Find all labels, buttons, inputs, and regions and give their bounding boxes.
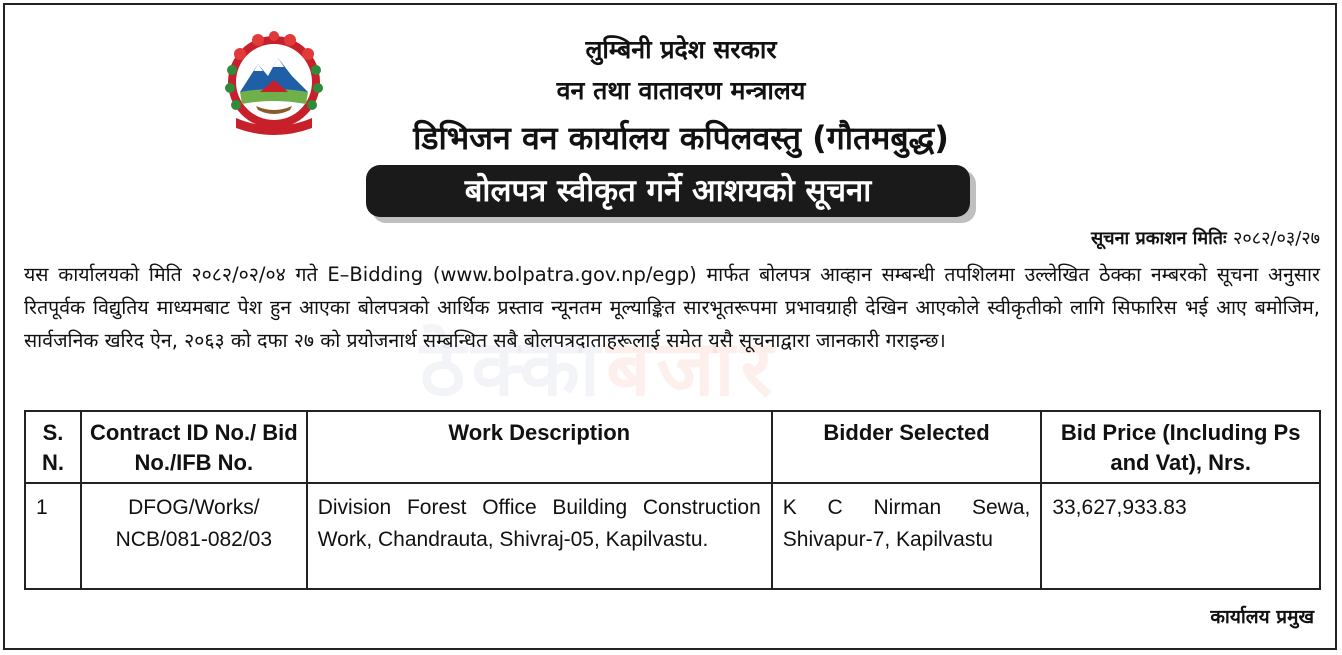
watermark: ठेक्काबजार (420, 324, 779, 414)
header-sn: S. N. (25, 411, 81, 483)
cell-bid-price: 33,627,933.83 (1041, 483, 1320, 589)
publication-date-value: २०८२/०३/२७ (1232, 228, 1320, 249)
cell-contract-id: DFOG/Works/ NCB/081-082/03 (81, 483, 307, 589)
cell-work-description: Division Forest Office Building Construction Work, Chandrauta, Shivraj-05, Kapilvastu. (307, 483, 772, 589)
office-chief-signature: कार्यालय प्रमुख (1210, 606, 1314, 628)
header-work-description: Work Description (307, 411, 772, 483)
ministry-heading: वन तथा वातावरण मन्त्रालय (556, 76, 806, 105)
table-header-row (25, 411, 1320, 483)
header-bid-price: Bid Price (Including Ps and Vat), Nrs. (1041, 411, 1320, 483)
notice-title-banner (366, 165, 976, 223)
header-contract-id: Contract ID No./ Bid No./IFB No. (81, 411, 307, 483)
bid-table (24, 410, 1321, 590)
publication-date-label: सूचना प्रकाशन मितिः (1090, 228, 1227, 249)
header-bidder: Bidder Selected (772, 411, 1042, 483)
publication-date (1091, 226, 1320, 250)
cell-sn: 1 (25, 483, 81, 589)
cell-bidder: K C Nirman Sewa, Shivapur-7, Kapilvastu (772, 483, 1042, 589)
notice-title: बोलपत्र स्वीकृत गर्ने आशयको सूचना (366, 165, 970, 217)
province-heading: लुम्बिनी प्रदेश सरकार (585, 35, 777, 64)
notice-body-text: यस कार्यालयको मिति २०८२/०२/०४ गते E–Bidding (www.bolpatra.gov.np/egp) मार्फत बोलपत्र आव्हान सम्बन्धी तपशिलमा उल्लेखित ठेक्का नम्बरको सूचना अनुसार रितपूर्वक विद्युतिय माध्यमबाट पेश हुन आएका बोलपत्रको आर्थिक प्रस्ताव न्यूनतम मूल्याङ्कित सारभूतरूपमा प्रभावग्राही देखिन आएकोले स्वीकृतीको लागि सिफारिस भई आए बमोजिम, सार्वजनिक खरिद ऐन, २०६३ को दफा २७ को प्रयोजनार्थ सम्बन्धित सबै बोलपत्रदाताहरूलाई समेत यसै सूचनाद्वारा जानकारी गराइन्छ। (24, 263, 1320, 352)
office-heading: डिभिजन वन कार्यालय कपिलवस्तु (गौतमबुद्ध) (413, 119, 949, 157)
table-row (25, 483, 1320, 589)
